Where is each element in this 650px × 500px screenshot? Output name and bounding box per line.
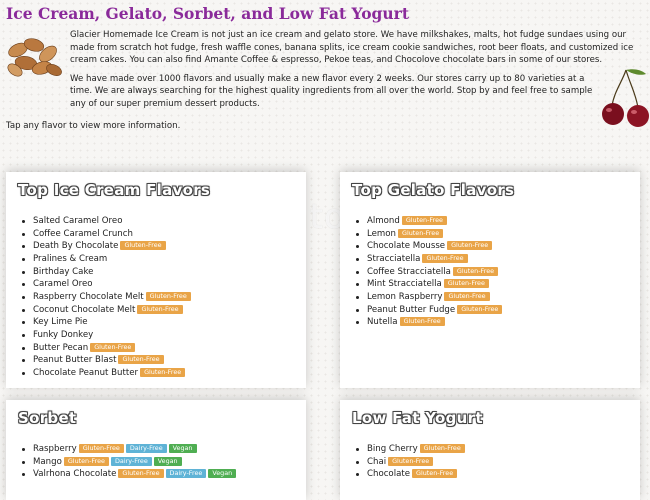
gluten-free-badge: Gluten-Free [447,241,492,250]
flavor-item[interactable] [22,266,191,279]
gluten-free-badge: Gluten-Free [453,267,498,276]
cherries-image [600,68,650,130]
flavor-name: Caramel Oreo [33,279,93,290]
flavor-list-gelato [356,215,502,329]
flavor-name: Coconut Chocolate Melt [33,304,136,315]
section-title-sorbet: Sorbet [18,409,77,427]
flavor-name: Valrhona Chocolate [33,469,117,480]
gluten-free-badge: Gluten-Free [118,355,163,364]
flavor-name: Pralines & Cream [33,253,108,264]
vegan-badge: Vegan [169,444,197,453]
gluten-free-badge: Gluten-Free [398,229,443,238]
flavor-name: Coffee Stracciatella [367,266,451,277]
flavor-item[interactable] [22,278,191,291]
flavor-item[interactable] [22,468,236,481]
flavor-name: Death By Chocolate [33,241,119,252]
flavor-item[interactable] [22,367,191,380]
section-title-gelato: Top Gelato Flavors [352,181,515,199]
gluten-free-badge: Gluten-Free [120,241,165,250]
flavor-item[interactable] [356,443,465,456]
flavor-name: Almond [367,216,400,226]
flavor-name: Mint Stracciatella [367,279,442,290]
flavor-item[interactable] [356,228,502,241]
dairy-free-badge: Dairy-Free [126,444,167,453]
flavor-item[interactable] [356,316,502,329]
flavor-item[interactable] [22,316,191,329]
flavor-item[interactable] [22,253,191,266]
gluten-free-badge: Gluten-Free [400,317,445,326]
flavor-item[interactable] [356,278,502,291]
flavor-item[interactable] [22,228,191,241]
gluten-free-badge: Gluten-Free [444,279,489,288]
gluten-free-badge: Gluten-Free [90,343,135,352]
gluten-free-badge: Gluten-Free [140,368,185,377]
flavor-list-sorbet [22,443,236,481]
flavor-item[interactable] [356,291,502,304]
flavor-name: Butter Pecan [33,342,89,353]
gluten-free-badge: Gluten-Free [118,469,163,478]
flavor-item[interactable] [22,215,191,228]
gluten-free-badge: Gluten-Free [388,457,433,466]
section-title-ice-cream: Top Ice Cream Flavors [18,181,211,199]
flavor-name: Chocolate Peanut Butter [33,367,139,378]
flavor-item[interactable] [22,240,191,253]
flavor-name: Birthday Cake [33,266,94,277]
flavor-name: Coffee Caramel Crunch [33,228,133,239]
flavor-item[interactable] [22,342,191,355]
flavor-item[interactable] [22,329,191,342]
section-title-yogurt: Low Fat Yogurt [352,409,483,427]
flavor-item[interactable] [356,253,502,266]
gluten-free-badge: Gluten-Free [420,444,465,453]
section-ice-cream [6,172,306,388]
flavor-item[interactable] [22,291,191,304]
flavor-name: Nutella [367,317,398,328]
flavor-name: Chocolate Mousse [367,241,446,252]
flavor-item[interactable] [356,215,502,228]
dairy-free-badge: Dairy-Free [166,469,207,478]
flavor-item[interactable] [356,240,502,253]
section-yogurt [340,400,640,500]
flavor-item[interactable] [22,304,191,317]
flavor-name: Chocolate [367,469,410,480]
flavor-list-yogurt [356,443,465,481]
vegan-badge: Vegan [154,457,182,466]
gluten-free-badge: Gluten-Free [444,292,489,301]
gluten-free-badge: Gluten-Free [137,305,182,314]
flavor-name: Lemon [367,228,396,239]
flavor-item[interactable] [22,456,236,469]
flavor-name: Raspberry [33,444,77,454]
flavor-name: Peanut Butter Blast [33,355,117,366]
gluten-free-badge: Gluten-Free [422,254,467,263]
flavor-name: Raspberry Chocolate Melt [33,291,144,302]
flavor-name: Chai [367,456,387,467]
flavor-name: Lemon Raspberry [367,291,443,302]
flavor-name: Key Lime Pie [33,317,88,328]
flavor-item[interactable] [22,443,236,456]
page-title: Ice Cream, Gelato, Sorbet, and Low Fat Yogurt [6,4,409,23]
flavor-name: Funky Donkey [33,329,94,340]
gluten-free-badge: Gluten-Free [412,469,457,478]
flavor-list-ice-cream [22,215,191,380]
flavor-item[interactable] [356,468,465,481]
section-gelato [340,172,640,388]
flavor-name: Bing Cherry [367,444,418,454]
flavor-item[interactable] [356,266,502,279]
section-sorbet [6,400,306,500]
vegan-badge: Vegan [208,469,236,478]
gluten-free-badge: Gluten-Free [64,457,109,466]
gluten-free-badge: Gluten-Free [79,444,124,453]
gluten-free-badge: Gluten-Free [146,292,191,301]
dairy-free-badge: Dairy-Free [111,457,152,466]
flavor-name: Salted Caramel Oreo [33,216,123,226]
flavor-item[interactable] [22,354,191,367]
tap-hint: Tap any flavor to view more information. [6,120,181,131]
intro-paragraph: Glacier Homemade Ice Cream is not just an ice cream and gelato store. We have milkshakes, malts, hot fudge sundaes using our made from scratch hot fudge, fresh waffle cones, banana splits, ice cream cookie sandwiches, root beer floats, and customized ice cream cakes. You can also find Amante Coffee & espresso, Pekoe teas, and Chocolove chocolate bars in some of our stores. [70,30,634,66]
flavor-name: Peanut Butter Fudge [367,304,456,315]
flavor-item[interactable] [356,304,502,317]
flavor-name: Mango [33,456,62,467]
flavor-name: Stracciatella [367,253,421,264]
gluten-free-badge: Gluten-Free [457,305,502,314]
gluten-free-badge: Gluten-Free [402,216,447,225]
flavor-item[interactable] [356,456,465,469]
intro-text [6,29,646,138]
intro-paragraph-2: We have made over 1000 flavors and usually make a new flavor every 2 weeks. Our stores carry up to 80 varieties at a time. We are always searching for the highest quality ingredients from all over the world. Stop by and feel free to sample any of our super premium dessert products. [70,73,593,109]
